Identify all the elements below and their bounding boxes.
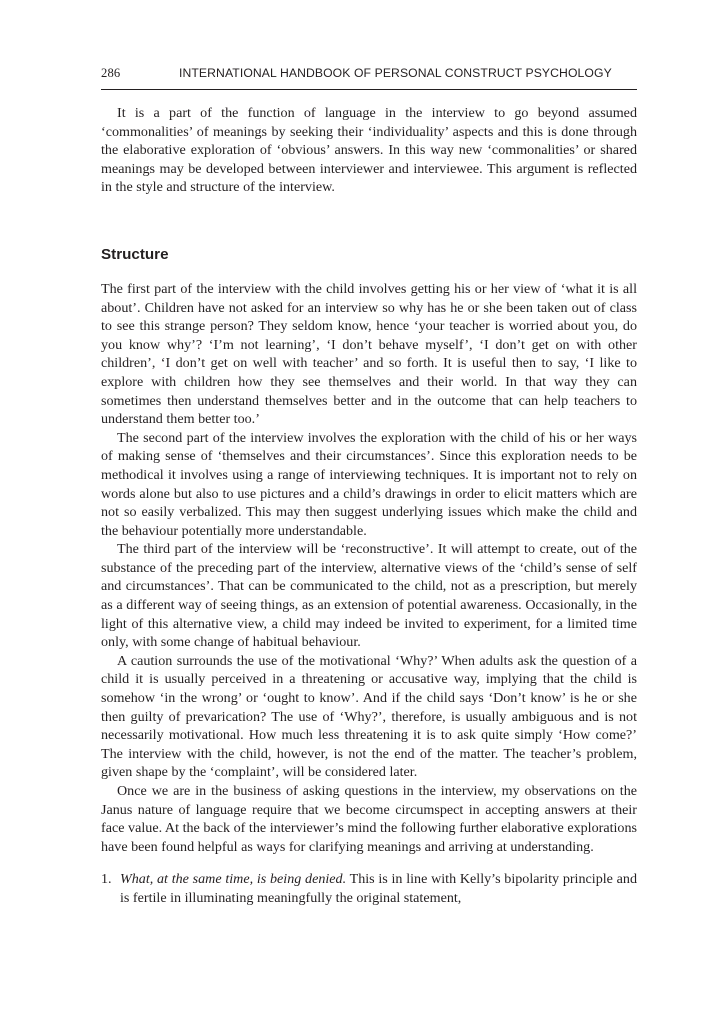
paragraph: A caution surrounds the use of the motivational ‘Why?’ When adults ask the question of a child it is usually perceived in a threatening or accusative way, implying that the child is somehow ‘in the wrong’ or ‘ought to know’. And if the child says ‘Don’t know’ is he or she then guilty of prevarication? The use of ‘Why?’, therefore, is usually ambiguous and is not necessarily motivational. How much less threatening it is to ask quite simply ‘How come?’ The interview with the child, however, is not the end of the matter. The teacher’s problem, given shape by the ‘complaint’, will be considered later.: [101, 652, 637, 781]
paragraph: Once we are in the business of asking questions in the interview, my observations on the Janus nature of language require that we become circumspect in accepting answers at their face value. At the back of the interviewer’s mind the following further elaborative explorations have been found helpful as ways for clarifying meanings and arriving at understanding.: [101, 783, 637, 855]
list-item-text: This is in line with Kelly’s bipolarity principle and is fertile in illuminating meaningfully the original statement,: [120, 871, 637, 906]
paragraph: The second part of the interview involves the exploration with the child of his or her ways of making sense of ‘themselves and their circumstances’. Since this exploration needs to be methodical it involves using a range of interviewing techniques. It is important not to rely on words alone but also to use pictures and a child’s drawings in order to elicit matters which are not so easily verbalized. This may then suggest underlying issues which make the child and the behaviour potentially more understandable.: [101, 429, 637, 539]
page-number: 286: [101, 66, 121, 80]
list-item: [101, 870, 637, 907]
section-heading: Structure: [101, 245, 169, 263]
running-head: [101, 66, 637, 86]
header-rule: [101, 89, 637, 90]
body-text: [101, 104, 637, 908]
list-item-lead: What, at the same time, is being denied.: [120, 871, 347, 888]
intro-paragraph: It is a part of the function of language in the interview to go beyond assumed ‘commonalities’ of meanings by seeking their ‘individuality’ aspects and this is done through the elaborative exploration of ‘obvious’ answers. In this way new ‘commonalities’ or shared meanings may be developed between interviewer and interviewee. This argument is reflected in the style and structure of the interview.: [101, 105, 637, 196]
paragraph: The third part of the interview will be ‘reconstructive’. It will attempt to create, out of the substance of the preceding part of the interview, alternative views of the ‘child’s sense of self and circumstances’. That can be communicated to the child, not as a prescription, but merely as a different way of seeing things, as an extension of potential awareness. Occasionally, in the light of this alternative view, a child may indeed be invited to experiment, for a limited time only, with some change of habitual behaviour.: [101, 541, 637, 651]
running-title: INTERNATIONAL HANDBOOK OF PERSONAL CONSTRUCT PSYCHOLOGY: [179, 66, 612, 80]
list-item-number: 1.: [101, 871, 112, 888]
paragraph: The first part of the interview with the child involves getting his or her view of ‘what it is all about’. Children have not asked for an interview so why has he or she been taken out of class to see this strange person? They seldom know, hence ‘your teacher is worried about you, do you know why’? ‘I’m not learning’, ‘I don’t behave myself’, ‘I don’t get on with other children’, ‘I don’t get on well with teacher’ and so forth. It is useful then to say, ‘I like to explore with children how they see themselves and their world. In that way they can sometimes then understand themselves better and in the outcome that can help teachers to understand them better too.’: [101, 280, 637, 428]
